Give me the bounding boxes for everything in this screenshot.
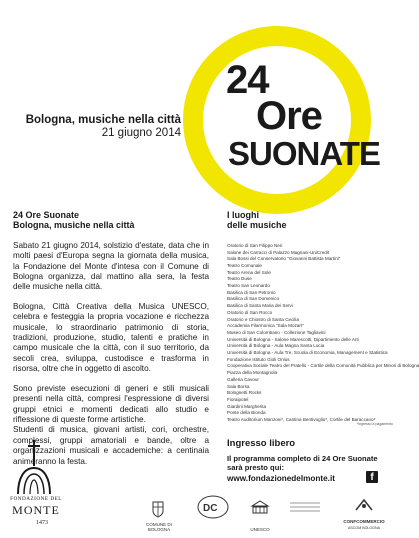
description-heading: 24 Ore Suonate [13, 210, 80, 220]
venue-item: Università di Bologna - Aula Magna Santa Lucia [227, 343, 325, 349]
program-notice-line2: sarà presto qui: [227, 463, 284, 472]
confcommercio-logo-icon [354, 498, 374, 512]
venue-item: Sala Bossi del Conservatorio "Giovanni Battista Martini" [227, 256, 341, 262]
venue-item: Università di Bologna - Salone Marescotti, Dipartimento delle Arti [227, 336, 359, 342]
foundation-year: 1473 [36, 520, 48, 526]
paragraph-unesco: Bologna, Città Creativa della Musica UNESCO, celebra e festeggia la propria vocazione e ricchezza musicale, lo straordinario patrimonio di storia, tradizioni, produzione, studio, talenti e pratiche in campo musicale che la città, con il suo territorio, da secoli crea, sviluppa, custodisce e trasforma in risorsa, oltre che in oggetto di ascolto. [13, 301, 209, 374]
venues-title-line1: I luoghi [227, 210, 259, 220]
venue-item: Basilica di San Petronio [227, 289, 276, 295]
comune-label: COMUNE DI BOLOGNA [146, 522, 172, 532]
free-entry-label: Ingresso libero [227, 438, 296, 449]
paragraph-intro: Sabato 21 giugno 2014, solstizio d'estate, data che in molti paesi d'Europa segna la giornata della musica, la Fondazione del Monte d'intesa con il Comune di Bologna organizza, dal mattino alla sera, la festa delle musiche nella città. [13, 240, 209, 292]
venue-item: Teatro Comunale [227, 262, 262, 268]
confcommercio-label: CONFCOMMERCIO [343, 519, 385, 524]
venue-item: Fioraipotel [227, 396, 249, 402]
program-notice-line1: Il programma completo di 24 Ore Suonate [227, 454, 378, 463]
venue-item: Oratorio e Chiostro di Santa Cecilia [227, 316, 300, 322]
description-column [13, 210, 209, 476]
description-subheading: Bologna, musiche nella città [13, 220, 135, 231]
venue-item: Università di Bologna - Aula Tre, Scuola di Economia, Management e Statistica [227, 350, 388, 356]
svg-text:DC: DC [203, 503, 218, 514]
venues-title [227, 210, 392, 231]
unesco-city-music-logo-icon [288, 500, 322, 516]
program-notice [227, 454, 397, 472]
venue-item: Salone dei Carracci di Palazzo Magnani-UniCredit [227, 249, 330, 255]
venue-item: Teatro San Leonardo [227, 283, 270, 289]
foundation-name: FONDAZIONE DEL [10, 496, 62, 502]
venue-item: Galleria Cavour [227, 376, 259, 382]
venue-item: Museo di San Colombano - Collezione Tagliavini [227, 329, 326, 335]
title-number: 24 [226, 58, 269, 102]
title-ore: Ore [256, 94, 322, 138]
venue-item: Oratorio di San Rocco [227, 309, 273, 315]
venue-item: Fondazione Istituto Gioli Onlus [227, 356, 290, 362]
paragraph-genres: Sono previste esecuzioni di generi e stili musicali presenti nella città, compresi l'espressione di diversi gruppi etnici e momenti dedicati allo studio e riflessione di queste forme artistiche. [13, 383, 209, 424]
unesco-logo-icon [250, 500, 270, 516]
header-date: 21 giugno 2014 [101, 127, 181, 139]
fondazione-logo-icon [14, 438, 58, 498]
venue-item: Basilica di Santa Maria dei Servi [227, 303, 293, 309]
foundation-monte: MONTE [12, 503, 60, 517]
venue-item: Sala Borsa [227, 383, 250, 389]
confcommercio-sub-label: ASCOM BOLOGNA [348, 526, 380, 530]
website-link[interactable]: www.fondazionedelmonte.it [227, 474, 335, 483]
venue-item: Bolognetti Rocks [227, 390, 262, 396]
venue-item: Cooperativa Sociale Teatro del Pratello - Cortile della Comunità Pubblica per Minori di Bologna [227, 363, 419, 369]
comune-crest-icon [152, 500, 164, 518]
venue-item: Accademia Filarmonica "Sala Mozart" [227, 323, 304, 329]
bologna-city-logo-icon [197, 494, 229, 520]
venue-item: Piazza della Montagnola [227, 370, 278, 376]
unesco-label: UNESCO [250, 527, 270, 532]
footnote: *Ingresso a pagamento [356, 422, 393, 426]
venue-item: Teatro Duse [227, 276, 252, 282]
venues-title-line2: delle musiche [227, 220, 287, 231]
header-subtitle: Bologna, musiche nella città [25, 114, 181, 126]
venue-item: Teatro Arena del Sole [227, 269, 271, 275]
venue-item: Ponte della Bionda [227, 410, 266, 416]
venue-item: Teatro Auditorium Manzoni*, Cantina Bentivoglio*, Cortile del Baraccano* [227, 417, 376, 423]
paragraph-participants: Studenti di musica, giovani artisti, cori, orchestre, complessi, gruppi amatoriali e bande, oltre a organizzazioni musicali e accademiche: a centinaia animeranno la festa. [13, 425, 209, 466]
venue-item: Oratorio di San Filippo Neri [227, 242, 283, 248]
facebook-icon[interactable]: f [366, 471, 378, 483]
venue-item: Giardini Margherita [227, 403, 267, 409]
venue-item: Basilica di San Domenico [227, 296, 280, 302]
title-suonate: SUONATE [228, 135, 380, 172]
